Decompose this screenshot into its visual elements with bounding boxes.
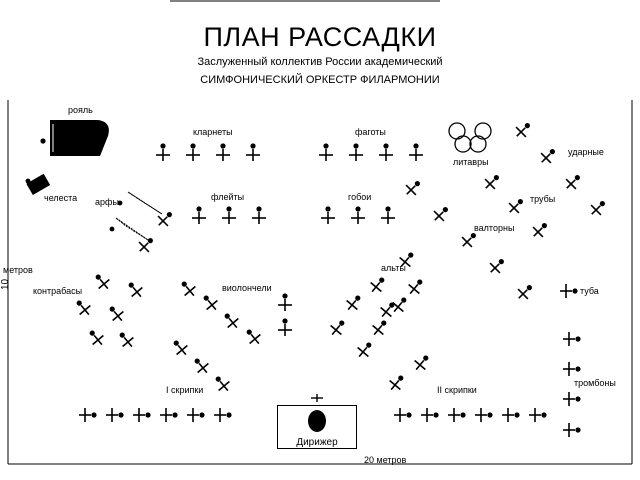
harp-2	[116, 218, 148, 240]
seat-cello	[169, 337, 191, 359]
label-violas: альты	[381, 263, 406, 273]
label-bassoons: фаготы	[355, 127, 386, 137]
seat-viola	[327, 317, 349, 339]
label-piano: рояль	[68, 105, 93, 115]
seat-percussion	[512, 119, 534, 141]
instruments-layer	[26, 120, 491, 432]
seat-trombone	[563, 362, 581, 376]
label-percussion: ударные	[568, 147, 604, 157]
seat-clarinet	[246, 143, 260, 161]
seat-viola	[411, 352, 433, 374]
timpani-drum	[455, 136, 471, 152]
seat-violin-1	[79, 408, 97, 422]
seat-horn	[514, 281, 536, 303]
celesta-shape	[26, 174, 50, 195]
seat-oboe	[351, 206, 365, 224]
seat-violin-1	[133, 408, 151, 422]
label-conductor: Дирижер	[296, 437, 338, 448]
label-horns: валторны	[474, 223, 515, 233]
seat-violin-1	[160, 408, 178, 422]
seat-tuba	[560, 284, 578, 298]
label-cellos: виолончели	[222, 283, 272, 293]
label-harps: арфы	[95, 197, 119, 207]
seat-flute	[192, 206, 206, 224]
seat-viola	[369, 317, 391, 339]
seat-violin-2	[529, 408, 547, 422]
piano-shape	[50, 120, 109, 156]
seat-clarinet	[186, 143, 200, 161]
seat-trombone	[563, 392, 581, 406]
seat-cello	[177, 278, 199, 300]
seat-flute	[252, 206, 266, 224]
seat-bassoon	[409, 143, 423, 161]
seat-harp	[135, 234, 157, 256]
seat-bassoon	[379, 143, 393, 161]
seat-trumpet	[505, 195, 527, 217]
seat-double-bass	[85, 327, 107, 349]
page-title: ПЛАН РАССАДКИ	[203, 22, 437, 52]
seat-viola	[367, 274, 389, 296]
seat-violin-1	[214, 408, 232, 422]
seat-viola	[405, 276, 427, 298]
seat-viola	[343, 292, 365, 314]
page-subtitle: Заслуженный коллектив России академический	[197, 56, 443, 68]
seat-clarinet	[216, 143, 230, 161]
seat-cello	[190, 355, 212, 377]
seat-double-bass	[115, 329, 137, 351]
label-trombones: тромбоны	[574, 378, 616, 388]
height-dimension-value: 10	[0, 278, 11, 290]
label-tuba: туба	[580, 286, 599, 296]
seat-percussion	[537, 145, 559, 167]
seat-bassoon	[319, 143, 333, 161]
seat-cello	[199, 292, 221, 314]
seat-trombone-extra	[563, 423, 581, 437]
seats-layer	[72, 119, 609, 437]
label-celesta: челеста	[44, 193, 78, 203]
seat-oboe	[381, 206, 395, 224]
seat-violin-1	[187, 408, 205, 422]
seat-trumpet	[481, 171, 503, 193]
label-violins-1: I скрипки	[166, 385, 204, 395]
seat-violin-2	[421, 408, 439, 422]
seat-flute	[222, 206, 236, 224]
label-basses: контрабасы	[33, 286, 83, 296]
piano-seat	[40, 138, 45, 143]
label-trumpets: трубы	[530, 194, 556, 204]
seat-trombone	[563, 332, 581, 346]
seat-horn	[430, 203, 452, 225]
seat-viola	[354, 339, 376, 361]
seat-violin-1	[106, 408, 124, 422]
seat-violin-2	[448, 408, 466, 422]
width-dimension-label: 20 метров	[364, 455, 407, 465]
seat-cello	[220, 310, 242, 332]
seat-horn	[486, 255, 508, 277]
seat-bassoon	[349, 143, 363, 161]
seat-double-bass	[105, 303, 127, 325]
seat-violin-2	[502, 408, 520, 422]
seat-double-bass	[72, 297, 94, 319]
seat-cello	[278, 293, 292, 311]
seat-viola	[386, 372, 408, 394]
seat-double-bass	[91, 271, 113, 293]
seat-horn	[402, 177, 424, 199]
seat-violin-2	[475, 408, 493, 422]
seat-double-bass	[124, 279, 146, 301]
seat-trumpet	[529, 219, 551, 241]
label-flutes: флейты	[211, 192, 245, 202]
label-clarinets: кларнеты	[193, 127, 233, 137]
label-timpani: литавры	[453, 157, 489, 167]
seat-violin-2	[394, 408, 412, 422]
seat-cello	[278, 318, 292, 336]
timpani-drum	[470, 136, 486, 152]
seat-clarinet	[156, 143, 170, 161]
seat-percussion	[587, 197, 609, 219]
label-oboes: гобои	[348, 192, 372, 202]
seat-oboe	[321, 206, 335, 224]
label-violins-2: II скрипки	[437, 385, 477, 395]
orchestra-name: СИМФОНИЧЕСКИЙ ОРКЕСТР ФИЛАРМОНИИ	[200, 74, 440, 86]
height-dimension-unit: метров	[3, 265, 33, 275]
seat-percussion	[562, 171, 584, 193]
celesta-seat	[26, 179, 31, 184]
seat-cello	[211, 373, 233, 395]
seat-cello	[242, 326, 264, 348]
harp-1	[128, 192, 162, 214]
